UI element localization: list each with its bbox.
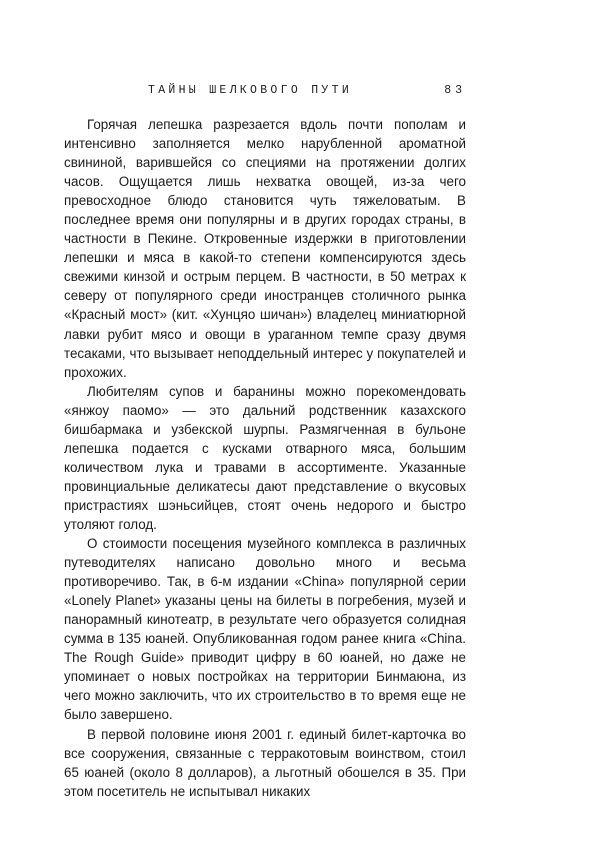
paragraph: Горячая лепешка разрезается вдоль почти пополам и интенсивно заполняется мелко нарубленной ароматной свининой, варившейся со специями на протяжении долгих часов. Ощущается лишь нехватка овощей, из-за чего превосходное блюдо становится чуть тяжеловатым. В последнее время они популярны и в других городах страны, в частности в Пекине. Откровенные издержки в приготовлении лепешки и мяса в какой-то степени компенсируются здесь свежими кинзой и острым перцем. В частности, в 50 метрах к северу от популярного среди иностранцев столичного рынка «Красный мост» (кит. «Хунцяо шичан») владелец миниатюрной лавки рубит мясо и овощи в ураганном темпе сразу двумя тесаками, что вызывает неподдельный интерес у покупателей и прохожих. [64, 117, 466, 380]
running-title: ТАЙНЫ ШЕЛКОВОГО ПУТИ [148, 84, 353, 97]
paragraph: Любителям супов и баранины можно порекомендовать «янжоу паомо» — это дальний родственник казахского бишбармака и узбекской шурпы. Размягченная в бульоне лепешка подается с кусками отварного мяса, большим количеством лука и травами в ассортименте. Указанные провинциальные деликатесы дают представление о вкусовых пристрастиях шэньсийцев, стоят очень недорого и быстро утоляют голод. [64, 383, 466, 532]
page-number: 83 [444, 84, 466, 97]
paragraph: В первой половине июня 2001 г. единый билет-карточка во все сооружения, связанные с терракотовым воинством, стоил 65 юаней (около 8 долларов), а льготный обошелся в 35. При этом посетитель не испытывал никаких [64, 726, 466, 799]
running-header [148, 84, 466, 100]
body-text [64, 115, 466, 801]
paragraph: О стоимости посещения музейного комплекса в различных путеводителях написано довольно много и весьма противоречиво. Так, в 6-м издании «China» популярной серии «Lonely Planet» указаны цены на билеты в погребения, музей и панорамный кинотеатр, в результате чего образуется солидная сумма в 135 юаней. Опубликованная годом ранее книга «China. The Rough Guide» приводит цифру в 60 юаней, но даже не упоминает о новых постройках на территории Бинмаюна, из чего можно заключить, что их строительство в то время еще не было завершено. [64, 536, 466, 723]
